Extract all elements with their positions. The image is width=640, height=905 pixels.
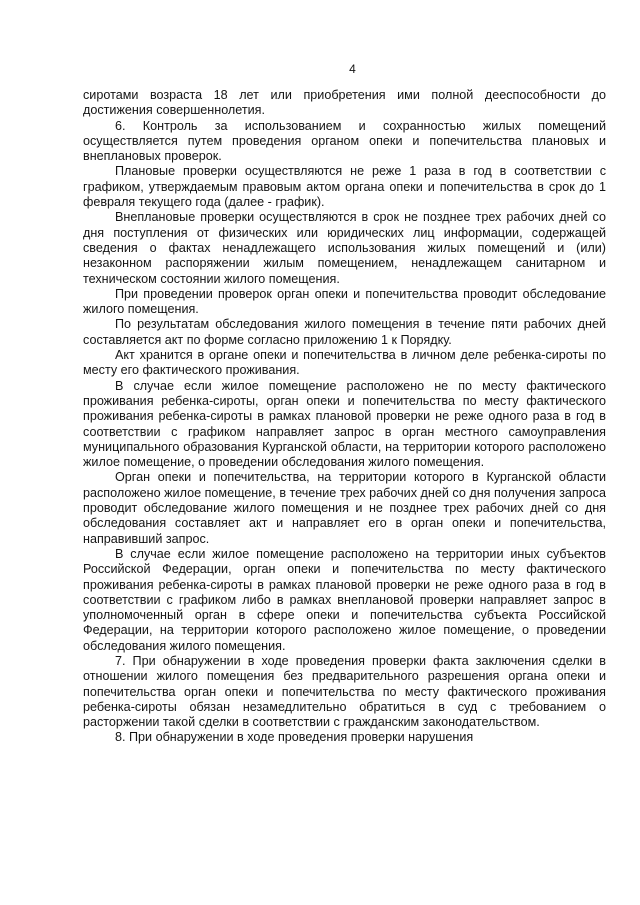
paragraph: 7. При обнаружении в ходе проведения проверки факта заключения сделки в отношении жилого помещения без предварительного разрешения органа опеки и попечительства орган опеки и попечительства по месту фактического проживания ребенка-сироты обязан незамедлительно обратиться в суд с требованием о расторжении такой сделки в соответствии с гражданским законодательством. <box>83 653 606 730</box>
paragraph: В случае если жилое помещение расположено не по месту фактического проживания ребенка-сироты, орган опеки и попечительства по месту фактического проживания ребенка-сироты в рамках плановой проверки не реже одного раза в год в соответствии с графиком направляет запрос в орган местного самоуправления муниципального образования Курганской области, на территории которого расположено жилое помещение, о проведении обследования жилого помещения. <box>83 378 606 470</box>
paragraph: При проведении проверок орган опеки и попечительства проводит обследование жилого помещения. <box>83 286 606 317</box>
paragraph: 6. Контроль за использованием и сохранностью жилых помещений осуществляется путем проведения органом опеки и попечительства плановых и внеплановых проверок. <box>83 118 606 164</box>
paragraph: Плановые проверки осуществляются не реже 1 раза в год в соответствии с графиком, утверждаемым правовым актом органа опеки и попечительства в срок до 1 февраля текущего года (далее - график). <box>83 164 606 210</box>
paragraph: 8. При обнаружении в ходе проведения проверки нарушения <box>115 730 474 745</box>
page-number: 4 <box>349 62 356 76</box>
paragraph: Орган опеки и попечительства, на территории которого в Курганской области расположено жилое помещение, в течение трех рабочих дней со дня получения запроса проводит обследование жилого помещения и не позднее трех рабочих дней со дня обследования составляет акт и направляет его в орган опеки и попечительства, направивший запрос. <box>83 470 606 546</box>
paragraph: По результатам обследования жилого помещения в течение пяти рабочих дней составляется акт по форме согласно приложению 1 к Порядку. <box>83 317 606 347</box>
document-body <box>83 88 606 746</box>
paragraph: сиротами возраста 18 лет или приобретения ими полной дееспособности до достижения совершеннолетия. <box>83 88 606 118</box>
paragraph: Внеплановые проверки осуществляются в срок не позднее трех рабочих дней со дня поступления от физических или юридических лиц информации, содержащей сведения о фактах ненадлежащего использования жилых помещений и (или) незаконном распоряжении жилым помещением, ненадлежащем санитарном и техническом состоянии жилого помещения. <box>83 210 606 286</box>
paragraph: В случае если жилое помещение расположено на территории иных субъектов Российской Федерации, орган опеки и попечительства по месту фактического проживания ребенка-сироты в рамках плановой проверки не реже одного раза в год в соответствии с графиком либо в рамках внеплановой проверки направляет запрос в уполномоченный орган в сфере опеки и попечительства субъекта Российской Федерации, на территории которого расположено жилое помещение, о проведении обследования жилого помещения. <box>83 546 606 653</box>
paragraph: Акт хранится в органе опеки и попечительства в личном деле ребенка-сироты по месту его фактического проживания. <box>83 348 606 378</box>
